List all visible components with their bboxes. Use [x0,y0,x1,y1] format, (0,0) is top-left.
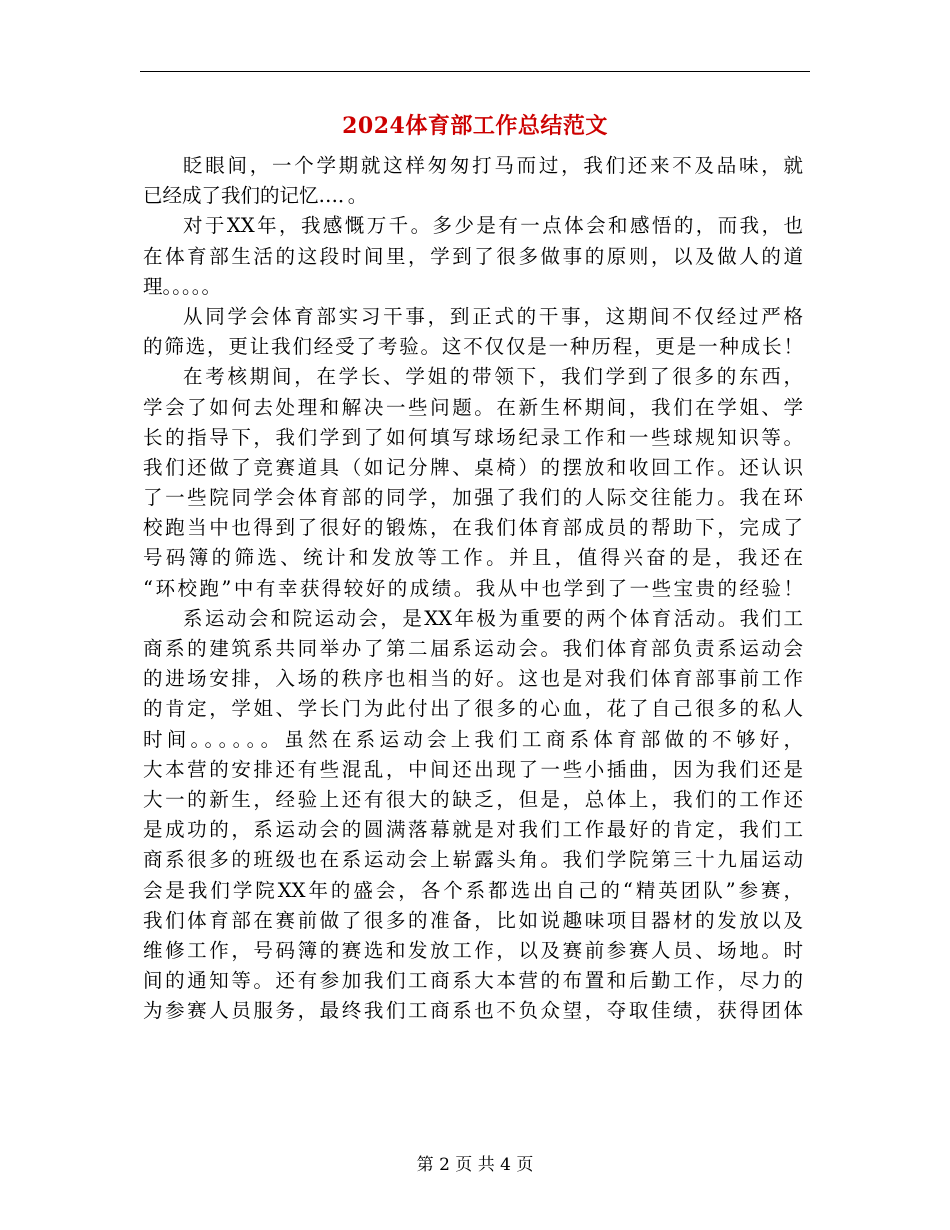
text-line: 为参赛人员服务，最终我们工商系也不负众望，夺取佳绩，获得团体 [143,999,803,1023]
document-title: 2024体育部工作总结范文 [342,113,608,139]
text-line: 理。。。。。 [143,274,222,298]
text-line: 维修工作，号码簿的赛选和发放工作，以及赛前参赛人员、场地。时 [143,938,803,962]
header-rule [140,71,810,72]
text-line: 的筛选，更让我们经受了考验。这不仅仅是一种历程，更是一种成长！ [143,335,803,359]
text-line: 间的通知等。还有参加我们工商系大本营的布置和后勤工作，尽力的 [143,969,803,993]
text-line: 我们还做了竞赛道具（如记分牌、桌椅）的摆放和收回工作。还认识 [143,455,803,479]
text-line: 大本营的安排还有些混乱，中间还出现了一些小插曲，因为我们还是 [143,757,803,781]
text-line: 眨眼间，一个学期就这样匆匆打马而过，我们还来不及品味，就 [183,154,803,177]
text-line: 已经成了我们的记忆…．。 [143,184,368,208]
text-line: 系运动会和院运动会，是XX年极为重要的两个体育活动。我们工 [183,606,803,630]
text-line: 的进场安排，入场的秩序也相当的好。这也是对我们体育部事前工作 [143,667,803,691]
text-line: 商系的建筑系共同举办了第二届系运动会。我们体育部负责系运动会 [143,637,803,660]
text-line: 校跑当中也得到了很好的锻炼，在我们体育部成员的帮助下，完成了 [143,516,803,540]
document-body [143,151,803,1026]
text-line: 大一的新生，经验上还有很大的缺乏，但是，总体上，我们的工作还 [143,787,803,811]
text-line: “环校跑”中有幸获得较好的成绩。我从中也学到了一些宝贵的经验！ [143,576,803,600]
text-line: 学会了如何去处理和解决一些问题。在新生杯期间，我们在学姐、学 [143,395,803,419]
page-number-footer: 第 2 页 共 4 页 [416,1155,534,1175]
text-line: 时间。。。。。。虽然在系运动会上我们工商系体育部做的不够好， [143,727,803,751]
text-line: 我们体育部在赛前做了很多的准备，比如说趣味项目器材的发放以及 [143,908,803,932]
text-line: 是成功的，系运动会的圆满落幕就是对我们工作最好的肯定，我们工 [143,818,803,842]
text-line: 商系很多的班级也在系运动会上崭露头角。我们学院第三十九届运动 [143,848,803,872]
text-line: 号码簿的筛选、统计和发放等工作。并且，值得兴奋的是，我还在 [143,546,803,570]
text-line: 从同学会体育部实习干事，到正式的干事，这期间不仅经过严格 [183,304,803,328]
text-line: 了一些院同学会体育部的同学，加强了我们的人际交往能力。我在环 [143,486,803,510]
text-line: 对于XX年，我感慨万千。多少是有一点体会和感悟的，而我，也 [183,214,803,238]
text-line: 在体育部生活的这段时间里，学到了很多做事的原则，以及做人的道 [143,244,803,268]
text-line: 的肯定，学姐、学长门为此付出了很多的心血，花了自己很多的私人 [143,697,803,721]
text-line: 长的指导下，我们学到了如何填写球场纪录工作和一些球规知识等。 [143,425,803,449]
text-line: 会是我们学院XX年的盛会，各个系都选出自己的“精英团队”参赛， [143,878,803,902]
text-line: 在考核期间，在学长、学姐的带领下，我们学到了很多的东西， [183,365,803,389]
